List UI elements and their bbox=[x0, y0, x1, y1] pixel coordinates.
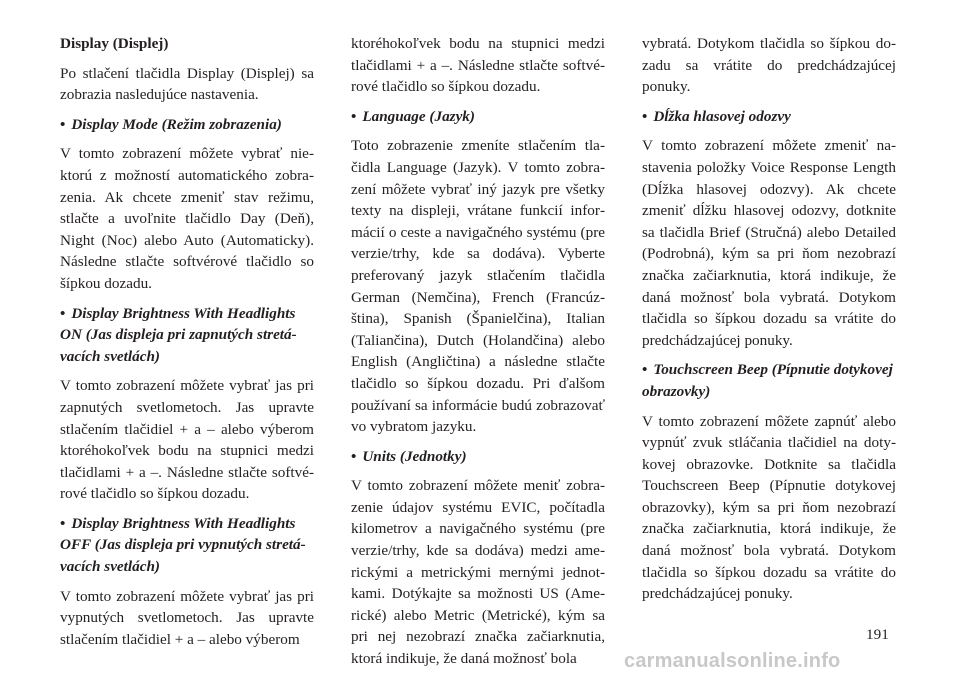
body-paragraph: V tomto zobrazení môžete meniť zobrazenie údajov systému EVIC, počítadla kilometrov a navigačného systému (pre verzie/trhy, kde sa dodáva) medzi americkými a metrickými mernými jednotkami. Dotýkajte sa možnosti US (Americké) alebo Metric (Metrické), kým sa pri nej nezobrazí značka začiarknutia, ktorá indikuje, že daná možnosť bola bbox=[351, 477, 605, 668]
bullet-heading bbox=[642, 359, 896, 402]
bullet-heading-text: Dĺžka hlasovej odozvy bbox=[653, 107, 791, 125]
body-paragraph: V tomto zobrazení môžete vybrať niektorú z možností automatického zobrazenia. Ak chcete zmeniť stav režimu, stlačte a uvoľnite tlačidlo Day (Deň), Night (Noc) alebo Auto (Automaticky). Následne stlačte softvérové tlačidlo so šípkou dozadu. bbox=[60, 145, 314, 292]
body-paragraph: V tomto zobrazení môžete vybrať jas pri zapnutých svetlometoch. Jas upravte stlačením tlačidiel + a – alebo výberom ktoréhokoľvek bodu na stupnici medzi tlačidlami + a –. Následne stlačte softvérové tlačidlo so šípkou dozadu. bbox=[60, 377, 314, 503]
text-column-1 bbox=[60, 33, 314, 658]
bullet-heading-text: Language (Jazyk) bbox=[362, 107, 475, 125]
bullet-icon: • bbox=[60, 304, 66, 322]
watermark: carmanualsonline.info bbox=[624, 650, 841, 672]
bullet-icon: • bbox=[60, 514, 66, 532]
text-column-3 bbox=[642, 33, 896, 613]
bullet-heading bbox=[351, 106, 605, 128]
bullet-heading-text: Display Brightness With Headlights OFF (Jas displeja pri vypnutých stretávacích svetlách) bbox=[60, 514, 306, 576]
bullet-heading-text: Touchscreen Beep (Pípnutie dotykovej obrazovky) bbox=[642, 361, 893, 400]
body-paragraph: V tomto zobrazení môžete zapnúť alebo vypnúť zvuk stláčania tlačidiel na dotykovej obrazovke. Dotknite sa tlačidla Touchscreen Beep (Pípnutie dotykovej obrazovky), kým sa pri ňom nezobrazí značka začiarknutia, ktorá indikuje, že daná možnosť bola vybratá. Dotykom tlačidla so šípkou dozadu sa vrátite do predchádzajúcej ponuky. bbox=[642, 412, 896, 603]
text-column-2 bbox=[351, 33, 605, 678]
body-paragraph: Po stlačení tlačidla Display (Displej) sa zobrazia nasledujúce nastavenia. bbox=[60, 64, 314, 104]
body-paragraph: V tomto zobrazení môžete vybrať jas pri vypnutých svetlometoch. Jas upravte stlačením tlačidiel + a – alebo výberom bbox=[60, 587, 314, 648]
page-number: 191 bbox=[866, 626, 889, 643]
body-paragraph: Toto zobrazenie zmeníte stlačením tlačidla Language (Jazyk). V tomto zobrazení môžete vybrať iný jazyk pre všetky texty na displeji, vrátane funkcií informácií o ceste a navigačného systému (pre verzie/trhy, kde sa dodáva). Vyberte preferovaný jazyk stlačením tlačidla German (Nemčina), French (Francúzština), Spanish (Španielčina), Italian (Taliančina), Dutch (Holandčina) alebo English (Angličtina) a následne stlačte tlačidlo so šípkou dozadu. Pri ďalšom používaní sa informácie budú zobrazovať vo vybratom jazyku. bbox=[351, 137, 605, 436]
bullet-icon: • bbox=[60, 115, 66, 133]
bullet-heading-text: Units (Jednotky) bbox=[362, 447, 467, 465]
bullet-icon: • bbox=[642, 107, 648, 125]
bullet-icon: • bbox=[351, 447, 357, 465]
bullet-icon: • bbox=[642, 361, 648, 379]
body-paragraph: vybratá. Dotykom tlačidla so šípkou dozadu sa vrátite do predchádzajúcej ponuky. bbox=[642, 35, 896, 96]
bullet-icon: • bbox=[351, 107, 357, 125]
bullet-heading-text: Display Mode (Režim zobrazenia) bbox=[71, 115, 282, 133]
section-heading: Display (Displej) bbox=[60, 35, 169, 52]
bullet-heading-text: Display Brightness With Headlights ON (Jas displeja pri zapnutých stretávacích svetlách) bbox=[60, 304, 297, 365]
bullet-heading bbox=[60, 513, 314, 578]
bullet-heading bbox=[642, 106, 896, 128]
body-paragraph: ktoréhokoľvek bodu na stupnici medzi tlačidlami + a –. Následne stlačte softvérové tlačidlo so šípkou dozadu. bbox=[351, 35, 605, 96]
bullet-heading bbox=[60, 303, 314, 368]
bullet-heading bbox=[351, 446, 605, 468]
bullet-heading bbox=[60, 114, 314, 136]
body-paragraph: V tomto zobrazení môžete zmeniť nastavenia položky Voice Response Length (Dĺžka hlasovej odozvy). Ak chcete zmeniť dĺžku hlasovej odozvy, dotknite sa tlačidla Brief (Stručná) alebo Detailed (Podrobná), kým sa pri ňom nezobrazí značka začiarknutia, ktorá indikuje, že daná možnosť bola vybratá. Dotykom tlačidla so šípkou dozadu sa vrátite do predchádzajúcej ponuky. bbox=[642, 137, 896, 349]
